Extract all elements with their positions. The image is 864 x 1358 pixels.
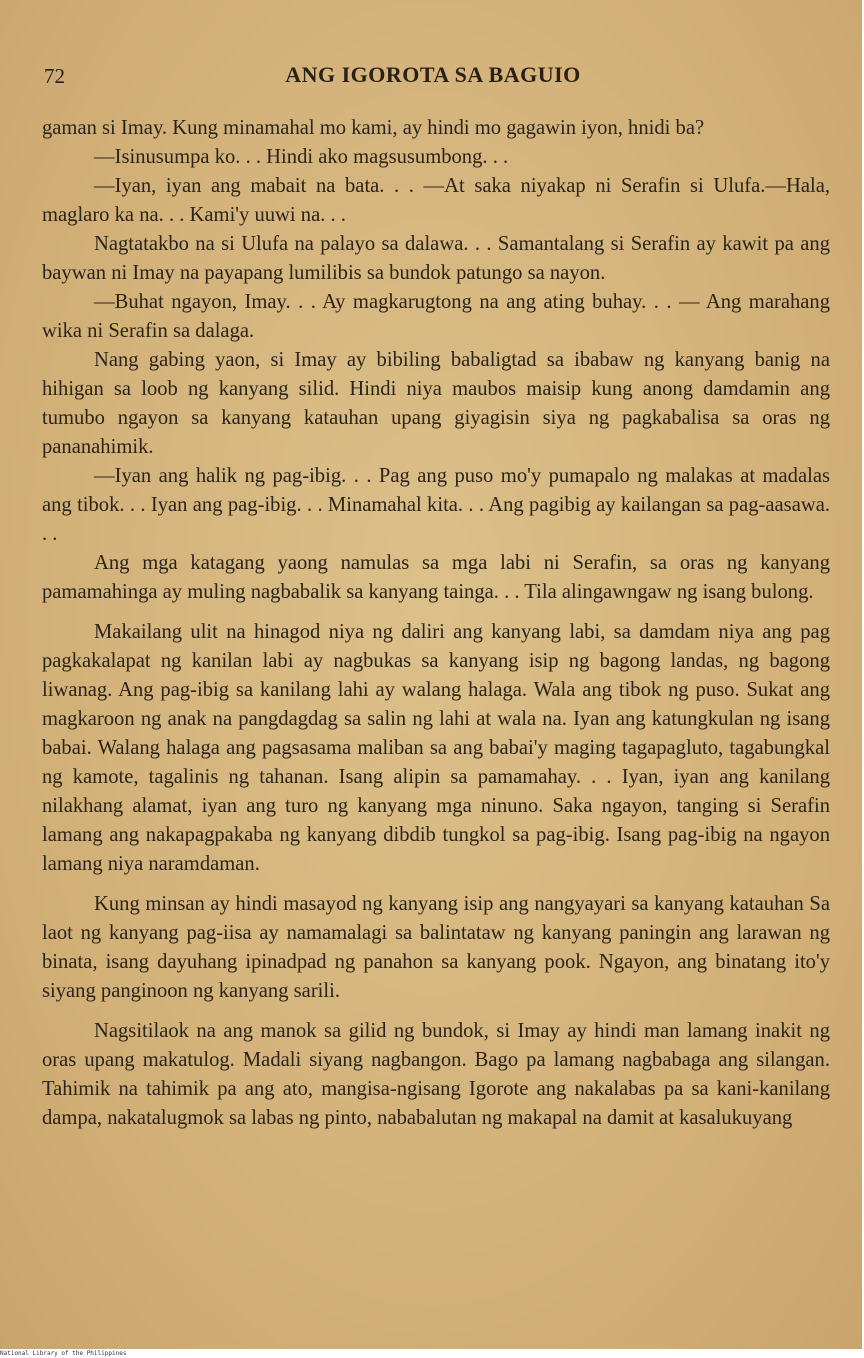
paragraph: Kung minsan ay hindi masayod ng kanyang isip ang nangyayari sa kanyang katauhan Sa laot ng kanyang pag-iisa ay namamalagi sa balintataw ng kanyang paningin ang larawan ng binata, isang dayuhang ipinadpad ng panahon sa kanyang pook. Ngayon, ang binatang ito'y siyang panginoon ng kanyang sarili. — [42, 893, 830, 1002]
paragraph: —Buhat ngayon, Imay. . . Ay magkarugtong na ang ating buhay. . . — Ang marahang wika ni Serafin sa dalaga. — [42, 291, 830, 342]
paragraph: gaman si Imay. Kung minamahal mo kami, ay hindi mo gagawin iyon, hnidi ba? — [42, 117, 705, 139]
paragraph: Makailang ulit na hinagod niya ng daliri ang kanyang labi, sa damdam niya ang pag pagkakalapat ng kanilan labi ay nagbukas sa kanyang isip ng bagong landas, ng bagong liwanag. Ang pag-ibig sa kanilang lahi ay walang halaga. Wala ang tibok ng puso. Sukat ang magkaroon ng anak na pangdagdag sa salin ng lahi at wala na. Iyan ang katungkulan ng isang babai. Walang halaga ang pagsasama maliban sa ang babai'y maging tagapagluto, tagabungkal ng kamote, tagalinis ng tahanan. Isang alipin sa pamamahay. . . Iyan, iyan ang kanilang nilakhang alamat, iyan ang turo ng kanyang mga ninuno. Saka ngayon, tanging si Serafin lamang ang nakapagpakaba ng kanyang dibdib tungkol sa pag-ibig. Isang pag-ibig na ngayon lamang niya naramdaman. — [42, 621, 830, 875]
page-header — [44, 62, 822, 98]
paragraph: —Iyan ang halik ng pag-ibig. . . Pag ang puso mo'y pumapalo ng malakas at madalas ang tibok. . . Iyan ang pag-ibig. . . Minamahal kita. . . Ang pagibig ay kailangan sa pag-aasawa. . . — [42, 465, 830, 545]
paragraph: Nagsitilaok na ang manok sa gilid ng bundok, si Imay ay hindi man lamang inakit ng oras upang makatulog. Madali siyang nagbangon. Bago pa lamang nagbabaga ang silangan. Tahimik na tahimik pa ang ato, mangisa-ngisang Igorote ang nakalabas pa sa kani-kanilang dampa, nakatalugmok sa labas ng pinto, nababalutan ng makapal na damit at kasalukuyang — [42, 1020, 830, 1129]
paragraph: —Iyan, iyan ang mabait na bata. . . —At saka niyakap ni Serafin si Ulufa.—Hala, maglaro ka na. . . Kami'y uuwi na. . . — [42, 175, 830, 226]
paragraph: Nagtatakbo na si Ulufa na palayo sa dalawa. . . Samantalang si Serafin ay kawit pa ang baywan ni Imay na payapang lumilibis sa bundok patungo sa nayon. — [42, 233, 830, 284]
paragraph: Ang mga katagang yaong namulas sa mga labi ni Serafin, sa oras ng kanyang pamamahinga ay muling nagbabalik sa kanyang tainga. . . Tila alingawngaw ng isang bulong. — [42, 552, 830, 603]
library-credit: National Library of the Philippines — [0, 1350, 127, 1357]
body-text — [42, 114, 830, 1133]
running-title: ANG IGOROTA SA BAGUIO — [285, 62, 581, 87]
paragraph: Nang gabing yaon, si Imay ay bibiling babaligtad sa ibabaw ng kanyang banig na hihigan sa loob ng kanyang silid. Hindi niya maubos maisip kung anong damdamin ang tumubo ngayon sa kanyang katauhan upang giyagisin siya ng pagkabalisa sa oras ng pananahimik. — [42, 349, 830, 458]
page-number: 72 — [44, 64, 65, 88]
paragraph: —Isinusumpa ko. . . Hindi ako magsusumbong. . . — [94, 146, 509, 168]
